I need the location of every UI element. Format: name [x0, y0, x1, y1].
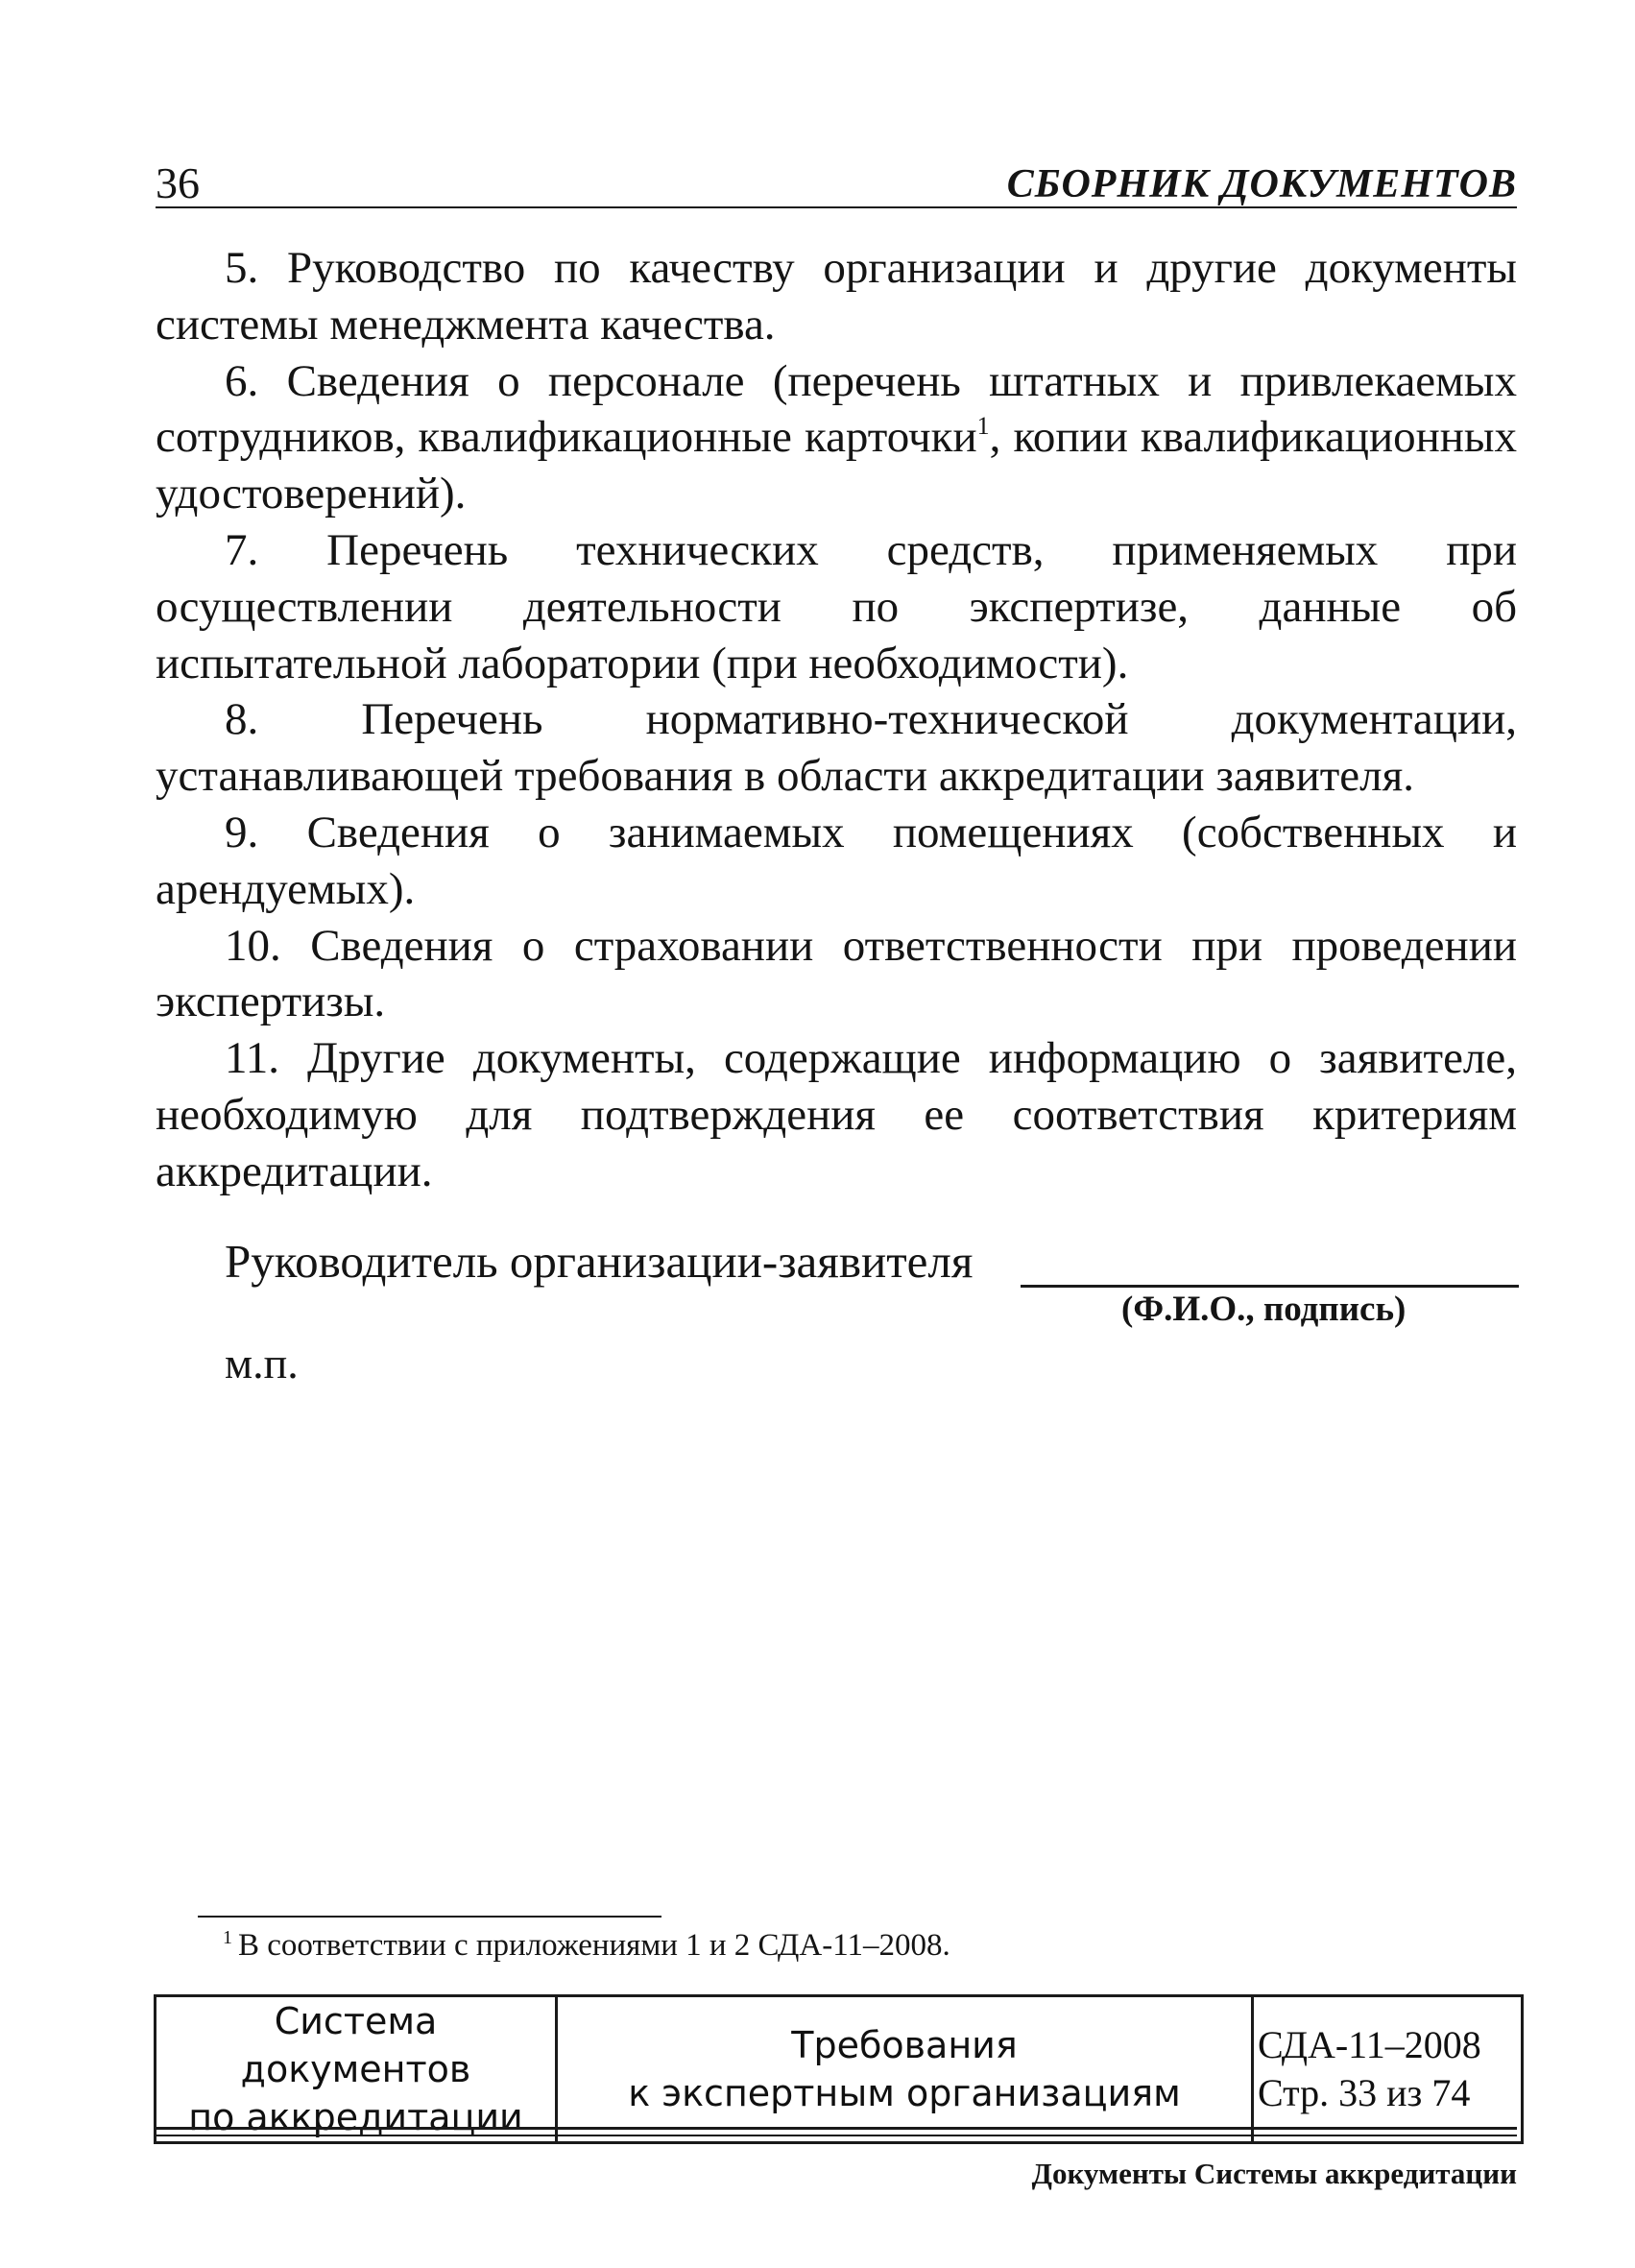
- document-title-cell: [557, 1996, 1253, 2143]
- document-list: [156, 240, 1517, 1200]
- signature-caption: (Ф.И.О., подпись): [1121, 1290, 1407, 1329]
- signer-role: Руководитель организации-заявителя: [225, 1235, 974, 1288]
- list-item-11: 11. Другие документы, содержащие информацию о заявителе, необходимую для подтверждения ее соответствия критериям аккредитации.: [156, 1033, 1517, 1196]
- footnote: [223, 1926, 950, 1965]
- page-number: 36: [156, 158, 200, 207]
- header-rule: [156, 206, 1517, 208]
- list-item-8: 8. Перечень нормативно-технической документации, устанавливающей требования в области аккредитации заявителя.: [156, 694, 1517, 802]
- list-item-5: 5. Руководство по качеству организации и другие документы системы менеджмента качества.: [156, 243, 1517, 350]
- list-item-6-text-before: 6. Сведения о персонале (перечень штатных и привлекаемых сотрудников, квалификационные карточки: [156, 355, 1517, 463]
- list-item-9: 9. Сведения о занимаемых помещениях (собственных и арендуемых).: [156, 807, 1517, 914]
- document-code-cell: [1253, 1996, 1523, 2143]
- document-title-line-1: Требования: [791, 2024, 1018, 2066]
- document-code: СДА-11–2008: [1258, 2023, 1481, 2066]
- document-system-cell: [156, 1996, 557, 2143]
- list-item-6-text-after: , копии квалификационных удостоверений).: [156, 412, 1517, 519]
- footnote-rule: [198, 1916, 661, 1918]
- document-title-line-2: к экспертным организациям: [628, 2072, 1181, 2114]
- signature-line: [1021, 1285, 1519, 1288]
- footnote-marker: 1: [223, 1927, 232, 1948]
- list-item-7: 7. Перечень технических средств, применяемых при осуществлении деятельности по экспертизе, данные об испытательной лаборатории (при необходимости).: [156, 524, 1517, 688]
- stamp-placeholder: м.п.: [225, 1339, 299, 1387]
- document-page-info: Стр. 33 из 74: [1258, 2071, 1471, 2114]
- bottom-rule-secondary: [156, 2135, 1517, 2136]
- collection-note: Документы Системы аккредитации: [1031, 2157, 1517, 2190]
- running-title: СБОРНИК ДОКУМЕНТОВ: [1006, 162, 1517, 206]
- document-system-line-1: Система документов: [240, 2000, 471, 2090]
- footnote-reference: 1: [976, 412, 990, 441]
- document-footer-table: [154, 1994, 1524, 2144]
- document-system-line-2: по аккредитации: [188, 2096, 523, 2138]
- list-item-6: [156, 353, 1517, 522]
- list-item-10: 10. Сведения о страховании ответственности при проведении экспертизы.: [156, 920, 1517, 1027]
- footnote-text: В соответствии с приложениями 1 и 2 СДА-11–2008.: [238, 1928, 950, 1963]
- bottom-rule: [156, 2127, 1517, 2130]
